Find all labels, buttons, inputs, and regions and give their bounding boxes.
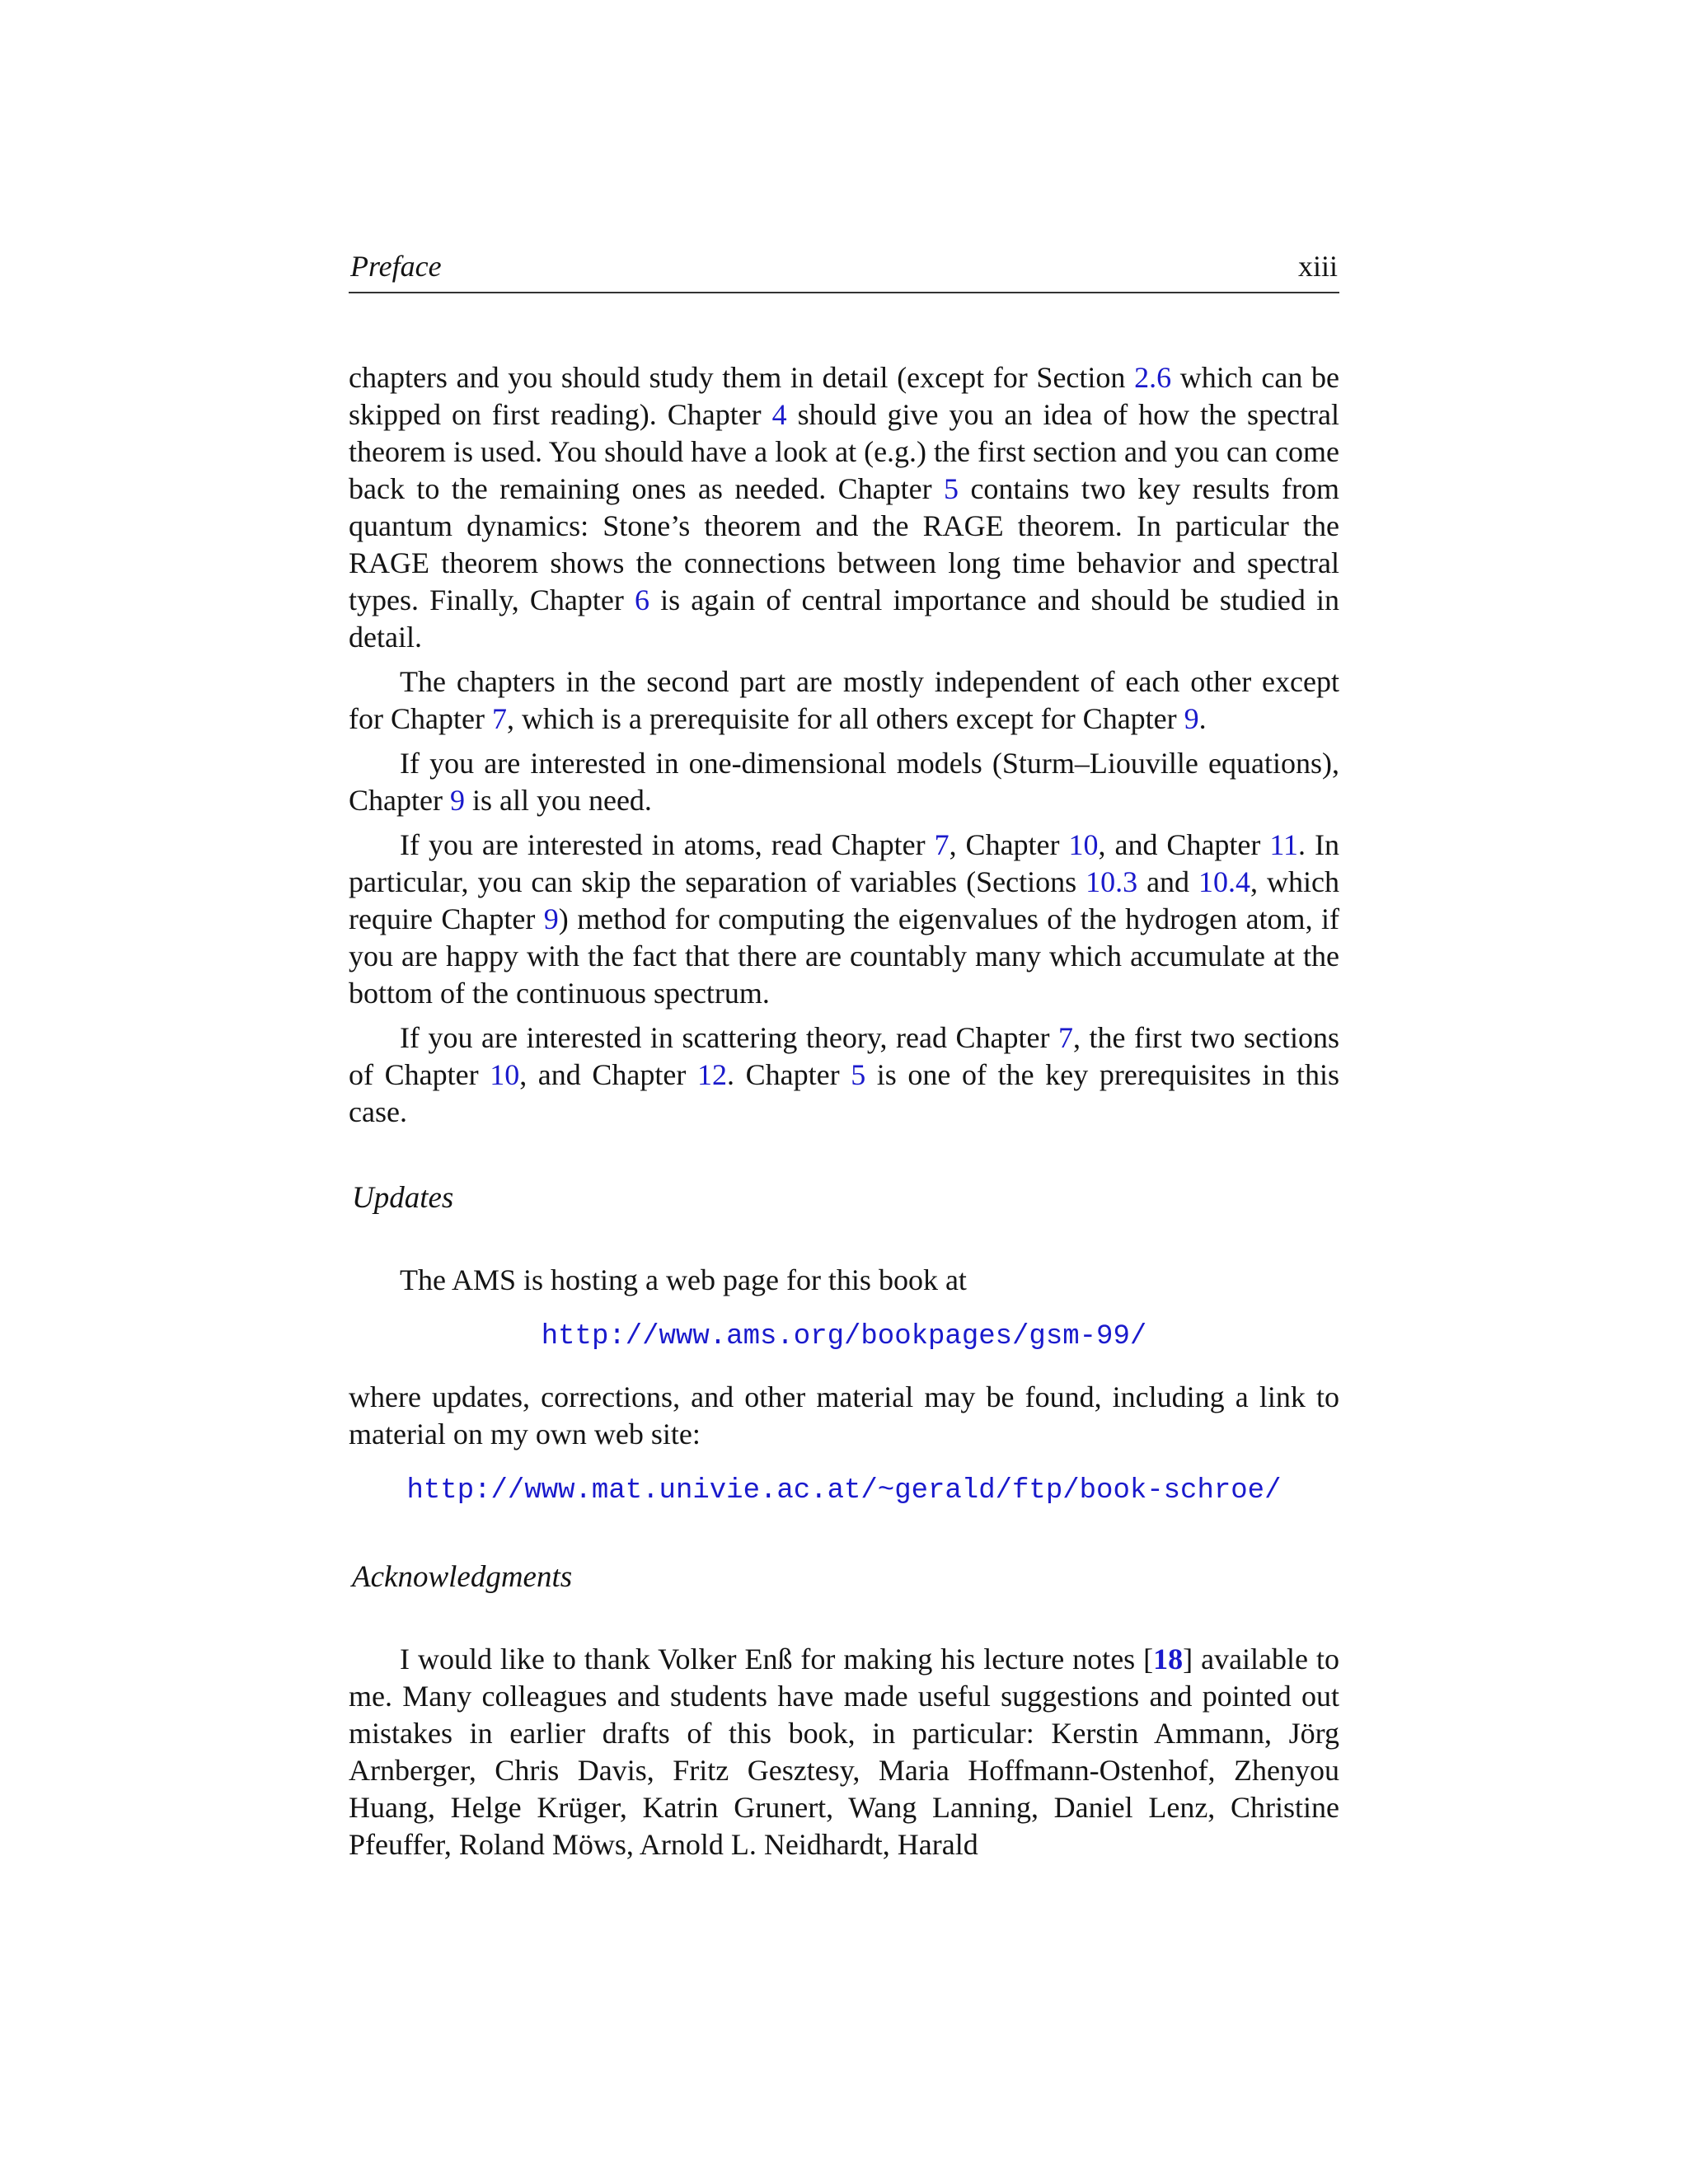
chapter-link[interactable]: 5 xyxy=(851,1058,866,1091)
running-head-title: Preface xyxy=(350,250,442,283)
ams-url-link[interactable] xyxy=(349,1319,1339,1356)
section-heading-updates: Updates xyxy=(352,1181,454,1215)
text-run: chapters and you should study them in detail (except for Section xyxy=(349,361,1135,394)
text-run: . xyxy=(1198,702,1207,735)
text-run: should give you an idea of how the spectral theorem is used. You should have a look at (e.g.) the first section and you can come back to the remaining ones as needed. Chapter xyxy=(349,398,1339,505)
text-run: contains two key results from quantum dynamics: Stone’s theorem and the RAGE theorem. In particular the RAGE theorem shows the connections between long time behavior and spectral types. Finally, Chapter xyxy=(349,472,1339,616)
page-number: xiii xyxy=(1297,250,1338,283)
text-run: and xyxy=(1137,865,1199,898)
author-site-url-link[interactable] xyxy=(349,1473,1339,1510)
text-run: which can be skipped on first reading). Chapter xyxy=(349,361,1339,431)
chapter-link[interactable]: 12 xyxy=(696,1058,727,1091)
paragraph-updates-intro: The AMS is hosting a web page for this book at xyxy=(400,1263,967,1296)
text-run: If you are interested in atoms, read Chapter xyxy=(400,828,935,861)
chapter-link[interactable]: 11 xyxy=(1269,828,1299,861)
chapter-link[interactable]: 7 xyxy=(1057,1021,1073,1054)
text-run: If you are interested in one-dimensional models (Sturm–Liouville equations), Chapter xyxy=(349,747,1339,817)
text-run: , and Chapter xyxy=(519,1058,697,1091)
text-run: . Chapter xyxy=(726,1058,851,1091)
text-run: , and Chapter xyxy=(1098,828,1270,861)
chapter-link[interactable]: 10 xyxy=(1068,828,1099,861)
running-head xyxy=(349,242,1339,293)
chapter-link[interactable]: 4 xyxy=(771,398,787,431)
section-heading-acknowledgments: Acknowledgments xyxy=(352,1560,573,1594)
url-text[interactable]: http://www.mat.univie.ac.at/~gerald/ftp/book-schroe/ xyxy=(406,1475,1282,1507)
chapter-link[interactable]: 9 xyxy=(449,784,465,817)
paragraph-atoms xyxy=(349,827,1339,1012)
chapter-link[interactable]: 10 xyxy=(490,1058,520,1091)
text-run: is one of the key prerequisites in this case. xyxy=(349,1058,1340,1128)
paragraph-scattering xyxy=(349,1019,1339,1131)
section-link[interactable]: 10.4 xyxy=(1198,865,1251,898)
paragraph-chapter-guide xyxy=(349,359,1339,656)
paragraph-updates-middle: where updates, corrections, and other material may be found, including a link to material on my own web site: xyxy=(349,1380,1339,1451)
chapter-link[interactable]: 6 xyxy=(635,583,649,616)
section-link[interactable]: 10.3 xyxy=(1085,865,1138,898)
section-link[interactable]: 2.6 xyxy=(1134,361,1172,394)
chapter-link[interactable]: 7 xyxy=(934,828,950,861)
chapter-link[interactable]: 9 xyxy=(543,902,559,935)
text-run: , the first two sections of Chapter xyxy=(349,1021,1339,1091)
citation-link[interactable]: 18 xyxy=(1153,1643,1184,1675)
text-run: is again of central importance and should be studied in detail. xyxy=(349,583,1340,654)
text-run: ) method for computing the eigenvalues of the hydrogen atom, if you are happy with the fact that there are countably many which accumulate at the bottom of the continuous spectrum. xyxy=(349,902,1339,1010)
chapter-link[interactable]: 9 xyxy=(1184,702,1199,735)
paragraph-one-dimensional xyxy=(349,745,1339,819)
paragraph-second-part xyxy=(349,663,1339,738)
text-run: I would like to thank Volker Enß for making his lecture notes [ xyxy=(400,1643,1154,1675)
text-run: , Chapter xyxy=(949,828,1069,861)
text-run: . In particular, you can skip the separation of variables (Sections xyxy=(349,828,1340,898)
paragraph-acknowledgments xyxy=(349,1641,1339,1863)
url-text[interactable]: http://www.ams.org/bookpages/gsm-99/ xyxy=(541,1321,1147,1352)
text-run: , which require Chapter xyxy=(349,865,1339,935)
text-run: ] available to me. Many colleagues and students have made useful suggestions and pointed out mistakes in earlier drafts of this book, in particular: Kerstin Ammann, Jörg Arnberger, Chris Davis, Fritz Gesztesy, Maria Hoffmann-Ostenhof, Zhenyou Huang, Helge Krüger, Katrin Grunert, Wang Lanning, Daniel Lenz, Christine Pfeuffer, Roland Möws, Arnold L. Neidhardt, Harald xyxy=(349,1643,1339,1861)
text-run: , which is a prerequisite for all others except for Chapter xyxy=(506,702,1184,735)
text-run: is all you need. xyxy=(464,784,652,817)
text-run: If you are interested in scattering theory, read Chapter xyxy=(400,1021,1058,1054)
page-body xyxy=(349,359,1339,1871)
chapter-link[interactable]: 5 xyxy=(944,472,959,505)
text-run: The chapters in the second part are mostly independent of each other except for Chapter xyxy=(349,665,1339,735)
chapter-link[interactable]: 7 xyxy=(491,702,507,735)
